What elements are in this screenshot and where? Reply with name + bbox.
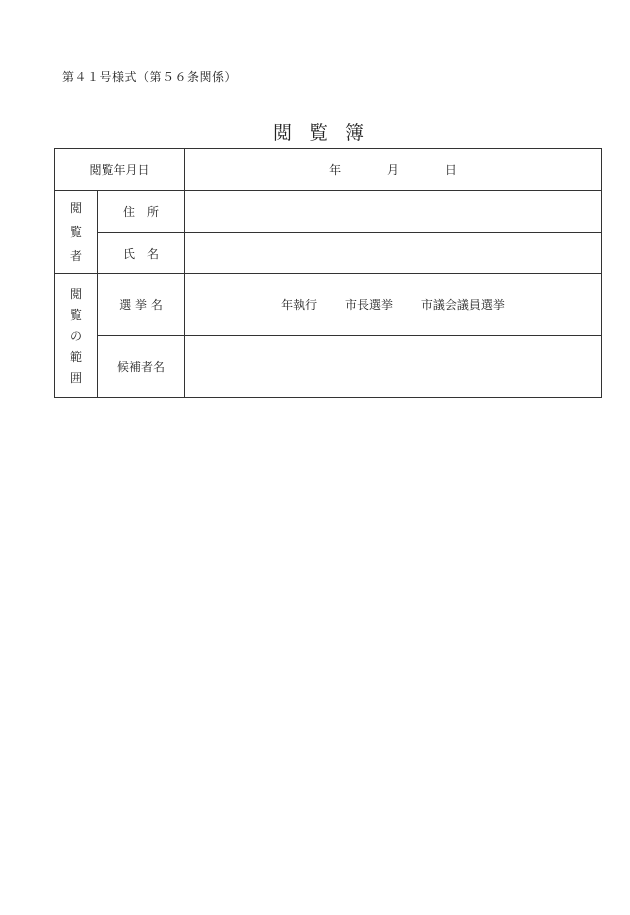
date-row: [55, 149, 602, 191]
address-row: [55, 191, 602, 233]
name-row: [55, 233, 602, 274]
candidate-row: [55, 336, 602, 398]
date-value-cell[interactable]: [185, 149, 602, 191]
election-council: 市議会議員選挙: [420, 298, 505, 312]
page-title: 閲覧簿: [272, 122, 381, 144]
address-label: 住 所: [98, 191, 185, 233]
date-year-label: 年: [329, 163, 342, 177]
name-label: 氏 名: [98, 233, 185, 274]
election-mayor: 市長選挙: [345, 298, 394, 312]
scope-char-2: 覧: [69, 307, 82, 322]
scope-char-4: 範: [69, 349, 82, 364]
election-row: [55, 274, 602, 336]
scope-char-3: の: [69, 328, 82, 343]
scope-char-5: 囲: [69, 370, 82, 385]
election-label: 選 挙 名: [98, 274, 185, 336]
viewer-char-2: 覧: [69, 225, 82, 239]
ledger-table: [54, 148, 602, 398]
date-month-label: 月: [387, 163, 400, 177]
date-day-label: 日: [444, 163, 457, 177]
election-year-held: 年執行: [281, 298, 318, 312]
election-value-cell[interactable]: [185, 274, 602, 336]
candidate-value-cell[interactable]: [185, 336, 602, 398]
candidate-label: 候補者名: [98, 336, 185, 398]
name-value-cell[interactable]: [185, 233, 602, 274]
form-number: 第４１号様式（第５６条関係）: [62, 70, 238, 84]
viewer-char-1: 閲: [69, 201, 82, 215]
viewer-char-3: 者: [69, 249, 82, 263]
date-label: 閲覧年月日: [55, 149, 185, 191]
viewer-group-label: [55, 191, 98, 274]
scope-char-1: 閲: [69, 286, 82, 301]
scope-group-label: [55, 274, 98, 398]
address-value-cell[interactable]: [185, 191, 602, 233]
